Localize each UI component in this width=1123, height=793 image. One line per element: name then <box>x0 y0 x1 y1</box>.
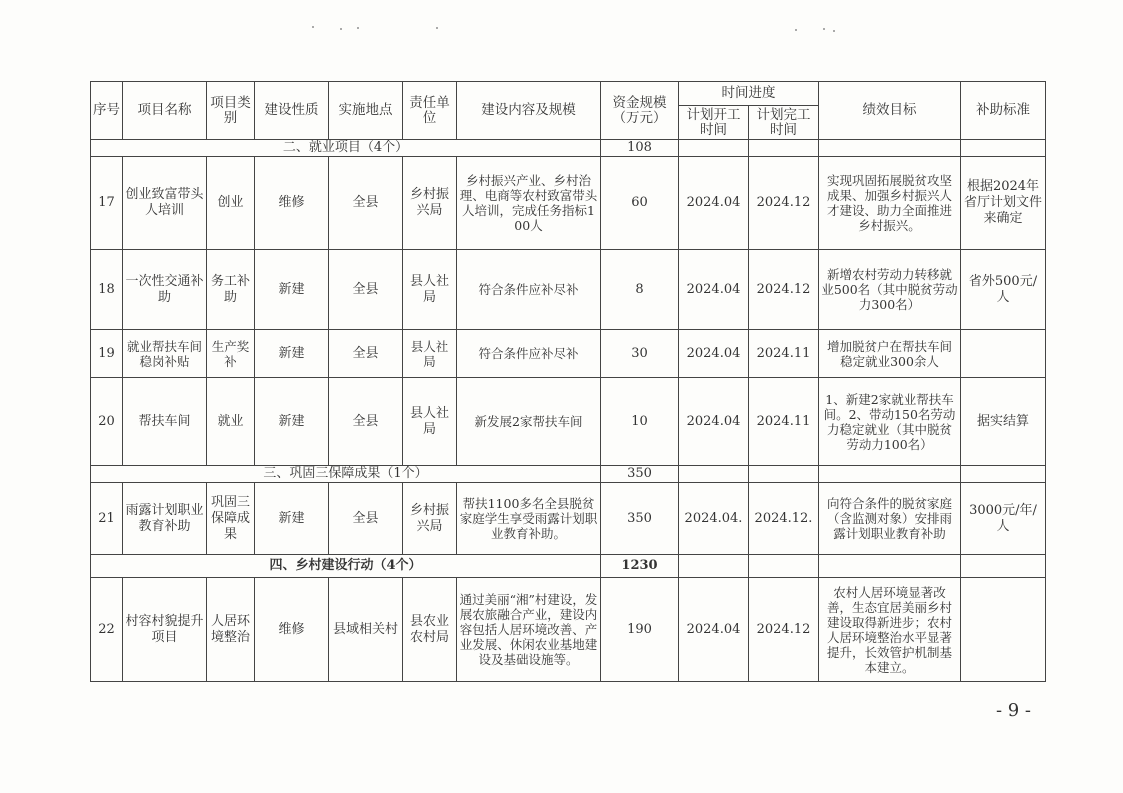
row-content: 通过美丽“湘”村建设，发展农旅融合产业，建设内容包括人居环境改善、产业发展、休闲农业基地建设及基础设施等。 <box>457 578 601 682</box>
row-category: 务工补助 <box>207 250 255 330</box>
header-location: 实施地点 <box>329 82 403 140</box>
row-seq: 17 <box>91 157 123 250</box>
row-unit: 乡村振兴局 <box>403 157 457 250</box>
row-nature: 维修 <box>255 578 329 682</box>
row-category: 生产奖补 <box>207 330 255 378</box>
section-title: 三、巩固三保障成果（1个） <box>91 466 601 483</box>
row-category: 就业 <box>207 378 255 466</box>
header-row-top <box>91 82 1046 106</box>
row-name: 一次性交通补助 <box>123 250 207 330</box>
row-nature: 维修 <box>255 157 329 250</box>
row-end: 2024.11 <box>749 330 819 378</box>
row-nature: 新建 <box>255 483 329 555</box>
row-start: 2024.04 <box>679 330 749 378</box>
table-row <box>91 578 1046 682</box>
row-subsidy <box>961 578 1046 682</box>
row-end: 2024.12 <box>749 157 819 250</box>
row-name: 创业致富带头人培训 <box>123 157 207 250</box>
row-funds: 190 <box>601 578 679 682</box>
row-name: 村容村貌提升项目 <box>123 578 207 682</box>
row-seq: 18 <box>91 250 123 330</box>
row-name: 帮扶车间 <box>123 378 207 466</box>
header-start: 计划开工时间 <box>679 106 749 140</box>
row-funds: 10 <box>601 378 679 466</box>
row-subsidy: 3000元/年/人 <box>961 483 1046 555</box>
row-category: 巩固三保障成果 <box>207 483 255 555</box>
table-row <box>91 157 1046 250</box>
section-funds: 1230 <box>601 555 679 578</box>
row-nature: 新建 <box>255 378 329 466</box>
row-seq: 22 <box>91 578 123 682</box>
row-goal: 实现巩固拓展脱贫攻坚成果、加强乡村振兴人才建设、助力全面推进乡村振兴。 <box>819 157 961 250</box>
header-nature: 建设性质 <box>255 82 329 140</box>
row-goal: 农村人居环境显著改善，生态宜居美丽乡村建设取得新进步；农村人居环境整治水平显著提升，长效管护机制基本建立。 <box>819 578 961 682</box>
row-nature: 新建 <box>255 250 329 330</box>
row-unit: 乡村振兴局 <box>403 483 457 555</box>
section-row <box>91 466 1046 483</box>
row-content: 符合条件应补尽补 <box>457 330 601 378</box>
row-end: 2024.12. <box>749 483 819 555</box>
row-subsidy: 省外500元/人 <box>961 250 1046 330</box>
row-funds: 30 <box>601 330 679 378</box>
header-content: 建设内容及规模 <box>457 82 601 140</box>
row-unit: 县人社局 <box>403 378 457 466</box>
row-content: 帮扶1100多名全县脱贫家庭学生享受雨露计划职业教育补助。 <box>457 483 601 555</box>
row-goal: 向符合条件的脱贫家庭（含监测对象）安排雨露计划职业教育补助 <box>819 483 961 555</box>
section-row <box>91 555 1046 578</box>
table-row <box>91 250 1046 330</box>
row-content: 新发展2家帮扶车间 <box>457 378 601 466</box>
row-category: 创业 <box>207 157 255 250</box>
row-name: 雨露计划职业教育补助 <box>123 483 207 555</box>
row-location: 全县 <box>329 330 403 378</box>
header-funds: 资金规模（万元） <box>601 82 679 140</box>
row-seq: 20 <box>91 378 123 466</box>
header-category: 项目类别 <box>207 82 255 140</box>
row-start: 2024.04 <box>679 378 749 466</box>
section-title: 四、乡村建设行动（4个） <box>91 555 601 578</box>
header-unit: 责任单位 <box>403 82 457 140</box>
header-end: 计划完工时间 <box>749 106 819 140</box>
table-row <box>91 330 1046 378</box>
section-title: 二、就业项目（4个） <box>91 140 601 157</box>
header-name: 项目名称 <box>123 82 207 140</box>
row-end: 2024.12 <box>749 578 819 682</box>
row-goal: 新增农村劳动力转移就业500名（其中脱贫劳动力300名） <box>819 250 961 330</box>
row-start: 2024.04 <box>679 578 749 682</box>
header-schedule: 时间进度 <box>679 82 819 106</box>
row-end: 2024.12 <box>749 250 819 330</box>
row-nature: 新建 <box>255 330 329 378</box>
row-subsidy: 根据2024年省厅计划文件来确定 <box>961 157 1046 250</box>
row-funds: 8 <box>601 250 679 330</box>
row-start: 2024.04 <box>679 250 749 330</box>
row-seq: 19 <box>91 330 123 378</box>
row-category: 人居环境整治 <box>207 578 255 682</box>
row-subsidy <box>961 330 1046 378</box>
row-goal: 1、新建2家就业帮扶车间。2、带动150名劳动力稳定就业（其中脱贫劳动力100名） <box>819 378 961 466</box>
row-location: 全县 <box>329 483 403 555</box>
row-unit: 县人社局 <box>403 330 457 378</box>
row-funds: 60 <box>601 157 679 250</box>
row-start: 2024.04. <box>679 483 749 555</box>
table-row <box>91 378 1046 466</box>
row-start: 2024.04 <box>679 157 749 250</box>
row-name: 就业帮扶车间稳岗补贴 <box>123 330 207 378</box>
page-number: - 9 - <box>995 700 1031 721</box>
header-goal: 绩效目标 <box>819 82 961 140</box>
row-goal: 增加脱贫户在帮扶车间稳定就业300余人 <box>819 330 961 378</box>
header-subsidy: 补助标准 <box>961 82 1046 140</box>
row-content: 符合条件应补尽补 <box>457 250 601 330</box>
row-content: 乡村振兴产业、乡村治理、电商等农村致富带头人培训，完成任务指标100人 <box>457 157 601 250</box>
row-unit: 县农业农村局 <box>403 578 457 682</box>
section-funds: 350 <box>601 466 679 483</box>
row-funds: 350 <box>601 483 679 555</box>
scan-specks <box>0 24 1123 32</box>
section-funds: 108 <box>601 140 679 157</box>
row-location: 全县 <box>329 378 403 466</box>
row-location: 县域相关村 <box>329 578 403 682</box>
section-row <box>91 140 1046 157</box>
row-unit: 县人社局 <box>403 250 457 330</box>
row-location: 全县 <box>329 157 403 250</box>
row-end: 2024.11 <box>749 378 819 466</box>
row-location: 全县 <box>329 250 403 330</box>
project-table <box>90 81 1046 682</box>
row-seq: 21 <box>91 483 123 555</box>
header-seq: 序号 <box>91 82 123 140</box>
row-subsidy: 据实结算 <box>961 378 1046 466</box>
table-row <box>91 483 1046 555</box>
